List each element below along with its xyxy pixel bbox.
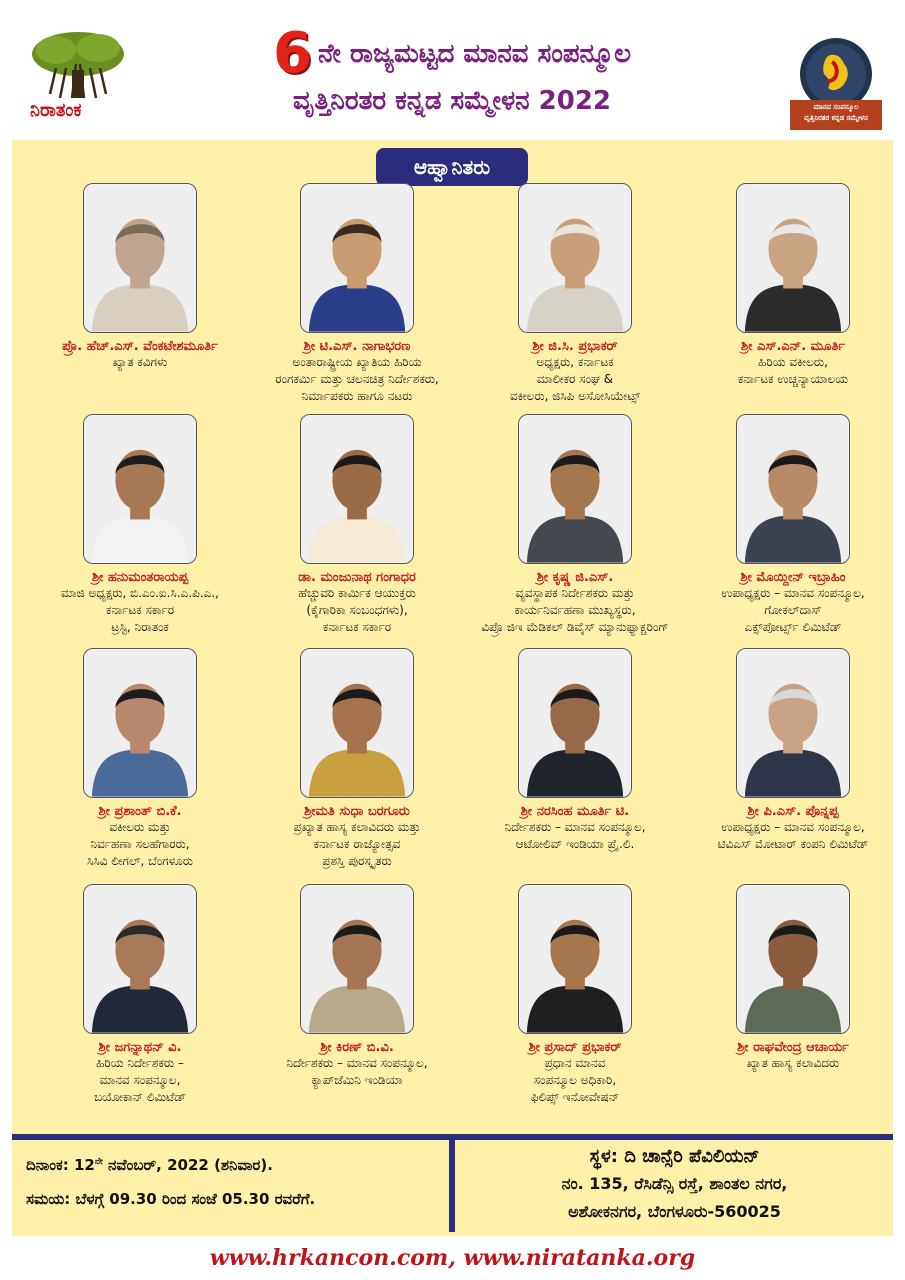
guest-designation: ಕರ್ನಾಟಕ ಉಚ್ಚನ್ಯಾಯಾಲಯ	[737, 372, 849, 386]
guest-designation: ಕರ್ನಾಟಕ ಸರ್ಕಾರ	[322, 620, 392, 634]
guest-name: ಪ್ರೊ. ಹೆಚ್.ಎಸ್. ವೆಂಕಟೇಶಮೂರ್ತಿ	[62, 339, 218, 354]
guest-designation: ವಿಪ್ರೊ ಜಿಇ ಮೆಡಿಕಲ್ ಡಿವೈಸ್ ಮ್ಯಾನುಫ್ಯಾಕ್ಚರಿಂಗ್	[481, 620, 669, 634]
guest-name: ಶ್ರೀ ಪ್ರಶಾಂತ್ ಬಿ.ಕೆ.	[98, 804, 182, 819]
guest-photo	[736, 884, 850, 1034]
person-portrait-icon	[519, 184, 631, 332]
guest-designation: ಕರ್ನಾಟಕ ರಾಜ್ಯೋತ್ಸವ	[313, 837, 401, 851]
guest-designation: ಅಧ್ಯಕ್ಷರು, ಕರ್ನಾಟಕ	[536, 355, 614, 369]
guest-card	[30, 648, 250, 870]
guest-photo	[518, 884, 632, 1034]
guest-card	[247, 183, 467, 405]
guest-card	[247, 414, 467, 636]
guest-name: ಶ್ರೀ ಟಿ.ಎಸ್. ನಾಗಾಭರಣ	[303, 339, 411, 354]
guest-designation: ಪ್ರಖ್ಯಾತ ಹಾಸ್ಯ ಕಲಾವಿದರು ಮತ್ತು	[293, 820, 421, 834]
guest-photo	[300, 648, 414, 798]
guest-card	[247, 648, 467, 870]
person-portrait-icon	[519, 885, 631, 1033]
guest-photo	[518, 414, 632, 564]
guest-name: ಡಾ. ಮಂಜುನಾಥ ಗಂಗಾಧರ	[298, 570, 416, 585]
guest-card	[683, 414, 903, 636]
date-label: ದಿನಾಂಕ: 12	[26, 1156, 95, 1174]
person-portrait-icon	[84, 184, 196, 332]
person-portrait-icon	[84, 649, 196, 797]
guest-photo	[83, 884, 197, 1034]
venue-address-line-2: ಅಶೋಕನಗರ, ಬೆಂಗಳೂರು-560025	[568, 1202, 781, 1221]
guest-card	[683, 648, 903, 853]
date-rest: ನವೆಂಬರ್, 2022 (ಶನಿವಾರ).	[102, 1156, 273, 1174]
guest-designation: ಮಾಲೀಕರ ಸಂಘ &	[536, 372, 614, 386]
event-time: ಸಮಯ: ಬೆಳಗ್ಗೆ 09.30 ರಿಂದ ಸಂಜೆ 05.30 ರವರೆಗೆ.	[26, 1190, 316, 1208]
guest-photo	[83, 183, 197, 333]
person-portrait-icon	[519, 649, 631, 797]
guest-name: ಶ್ರೀ ಪ್ರಸಾದ್ ಪ್ರಭಾಕರ್	[528, 1040, 622, 1055]
guest-photo	[300, 183, 414, 333]
guest-photo	[518, 648, 632, 798]
guest-designation: ವಕೀಲರು, ಜಿಸಿಪಿ ಅಸೋಸಿಯೇಟ್ಸ್	[509, 389, 641, 403]
guest-designation: ರಂಗಕರ್ಮಿ ಮತ್ತು ಚಲನಚಿತ್ರ ನಿರ್ದೇಶಕರು,	[275, 372, 439, 386]
guest-designation: (ಕೈಗಾರಿಕಾ ಸಂಬಂಧಗಳು),	[306, 603, 408, 617]
guest-name: ಶ್ರೀ ಜಗನ್ನಾಥನ್ ವಿ.	[98, 1040, 182, 1055]
poster-frame	[12, 12, 893, 1236]
guest-name: ಶ್ರೀ ಕೃಷ್ಣ ಜಿ.ಎಸ್.	[536, 570, 614, 585]
guest-designation: ವಕೀಲರು ಮತ್ತು	[109, 820, 171, 834]
guest-designation: ಸಂಪನ್ಮೂಲ ಅಧಿಕಾರಿ,	[533, 1073, 617, 1087]
guest-designation: ಮಾನವ ಸಂಪನ್ಮೂಲ,	[99, 1073, 181, 1087]
person-portrait-icon	[301, 415, 413, 563]
guest-designation: ಅಂತಾರಾಷ್ಟ್ರೀಯ ಖ್ಯಾತಿಯ ಹಿರಿಯ	[292, 355, 422, 369]
person-portrait-icon	[737, 885, 849, 1033]
niratanka-logo-text: ನಿರಾತಂಕ	[30, 100, 82, 121]
date-suffix: ನೇ	[94, 1157, 103, 1167]
niratanka-logo	[26, 28, 130, 128]
guest-designation: ಆಟೋಲಿವ್ ಇಂಡಿಯಾ ಪ್ರೈ.ಲಿ.	[515, 837, 635, 851]
guest-card	[465, 648, 685, 853]
guest-designation: ಟಿವಿಎಸ್ ಮೋಟಾರ್ ಕಂಪನಿ ಲಿಮಿಟೆಡ್	[717, 837, 869, 851]
guest-name: ಶ್ರೀ ಜಿ.ಸಿ. ಪ್ರಭಾಕರ್	[532, 339, 618, 354]
person-portrait-icon	[301, 885, 413, 1033]
guest-designation: ಮಾಜಿ ಅಧ್ಯಕ್ಷರು, ಬಿ.ಎಂ.ಐ.ಸಿ.ಎ.ಪಿ.ಎ.,	[61, 586, 219, 600]
guest-card	[30, 414, 250, 636]
guest-designation: ಗೋಕಲ್‌ದಾಸ್	[764, 603, 822, 617]
footer	[0, 1236, 905, 1280]
guest-card	[30, 183, 250, 371]
section-label-invitees: ಆಹ್ವಾನಿತರು	[376, 148, 528, 186]
guest-designation: ಟ್ರಸ್ಟಿ, ನಿರಾತಂಕ	[111, 620, 169, 634]
guest-card	[465, 414, 685, 636]
edition-number: 6	[273, 21, 312, 86]
guest-designation: ಕಾರ್ಯನಿರ್ವಹಣಾ ಮುಖ್ಯಸ್ಥರು,	[514, 603, 636, 617]
guest-photo	[736, 648, 850, 798]
guest-card	[247, 884, 467, 1089]
guest-photo	[300, 414, 414, 564]
conference-title	[142, 21, 762, 117]
date-time-panel	[12, 1140, 448, 1232]
person-portrait-icon	[84, 885, 196, 1033]
guest-photo	[83, 648, 197, 798]
guest-designation: ಹಿರಿಯ ನಿರ್ದೇಶಕರು –	[96, 1056, 184, 1070]
guest-photo	[83, 414, 197, 564]
guest-designation: ಹೆಚ್ಚುವರಿ ಕಾರ್ಮಿಕ ಆಯುಕ್ತರು	[298, 586, 416, 600]
guest-designation: ಉಪಾಧ್ಯಕ್ಷರು – ಮಾನವ ಸಂಪನ್ಮೂಲ,	[721, 820, 865, 834]
header	[12, 12, 893, 140]
guest-designation: ವ್ಯವಸ್ಥಾಪಕ ನಿರ್ದೇಶಕರು ಮತ್ತು	[515, 586, 635, 600]
guest-card	[30, 884, 250, 1106]
guest-name: ಶ್ರೀಮತಿ ಸುಧಾ ಬರಗೂರು	[304, 804, 410, 819]
title-line-2: ವೃತ್ತಿನಿರತರ ಕನ್ನಡ ಸಮ್ಮೇಳನ 2022	[292, 86, 612, 116]
guest-designation: ಫಿಲಿಪ್ಸ್ ಇನೋವೇಷನ್	[530, 1090, 620, 1104]
guest-photo	[736, 414, 850, 564]
guest-photo	[736, 183, 850, 333]
guest-designation: ಕ್ಯಾಪ್‌ಜೆಮಿನಿ ಇಂಡಿಯಾ	[311, 1073, 403, 1087]
guest-name: ಶ್ರೀ ಹನುಮಂತರಾಯಪ್ಪ	[91, 570, 189, 585]
guest-name: ಶ್ರೀ ಮೊಯ್ದೀನ್ ಇಬ್ರಾಹಿಂ	[740, 570, 846, 585]
guest-designation: ಸಿಸಿವಿ ಲೀಗಲ್, ಬೆಂಗಳೂರು	[86, 854, 193, 868]
guest-name: ಶ್ರೀ ರಾಘವೇಂದ್ರ ಆಚಾರ್ಯ	[737, 1040, 849, 1055]
guest-name: ಶ್ರೀ ಪಿ.ಎಸ್. ಪೊನ್ನಪ್ಪ	[747, 804, 839, 819]
hrkancon-logo-text-1: ಮಾನವ ಸಂಪನ್ಮೂಲ	[813, 103, 859, 111]
guest-photo	[300, 884, 414, 1034]
guest-card	[683, 183, 903, 388]
venue-address-line-1: ನಂ. 135, ರೆಸಿಡೆನ್ಸಿ ರಸ್ತೆ, ಶಾಂತಲ ನಗರ,	[561, 1174, 788, 1193]
guest-designation: ಹಿರಿಯ ವಕೀಲರು,	[758, 355, 828, 369]
event-date	[26, 1156, 273, 1174]
person-portrait-icon	[737, 184, 849, 332]
guest-designation: ಉಪಾಧ್ಯಕ್ಷರು – ಮಾನವ ಸಂಪನ್ಮೂಲ,	[721, 586, 865, 600]
guest-designation: ಕರ್ನಾಟಕ ಸರ್ಕಾರ	[105, 603, 175, 617]
person-portrait-icon	[737, 649, 849, 797]
guest-designation: ಖ್ಯಾತ ಹಾಸ್ಯ ಕಲಾವಿದರು	[746, 1056, 840, 1070]
guest-card	[683, 884, 903, 1072]
person-portrait-icon	[301, 649, 413, 797]
website-links[interactable]: www.hrkancon.com, www.niratanka.org	[209, 1245, 696, 1271]
guest-designation: ನಿರ್ದೇಶಕರು – ಮಾನವ ಸಂಪನ್ಮೂಲ,	[286, 1056, 428, 1070]
guest-designation: ಖ್ಯಾತ ಕವಿಗಳು	[112, 355, 168, 369]
person-portrait-icon	[737, 415, 849, 563]
guest-photo	[518, 183, 632, 333]
guest-designation: ಪ್ರಧಾನ ಮಾನವ	[544, 1056, 606, 1070]
venue-title: ಸ್ಥಳ: ದಿ ಚಾನ್ಸೆರಿ ಪೆವಿಲಿಯನ್	[589, 1146, 760, 1167]
person-portrait-icon	[301, 184, 413, 332]
guest-designation: ಎಕ್ಸ್‌ಪೋರ್ಟ್ಸ್ ಲಿಮಿಟೆಡ್	[744, 620, 842, 634]
divider-vertical	[449, 1140, 455, 1232]
guest-card	[465, 183, 685, 405]
guest-card	[465, 884, 685, 1106]
guest-designation: ಬಯೋಕಾನ್ ಲಿಮಿಟೆಡ್	[94, 1090, 186, 1104]
guest-name: ಶ್ರೀ ಕಿರಣ್ ಬಿ.ವಿ.	[320, 1040, 394, 1055]
person-portrait-icon	[519, 415, 631, 563]
guest-name: ಶ್ರೀ ಎಸ್.ಎನ್. ಮೂರ್ತಿ	[741, 339, 845, 354]
guest-designation: ನಿರ್ದೇಶಕರು – ಮಾನವ ಸಂಪನ್ಮೂಲ,	[504, 820, 646, 834]
guest-designation: ನಿರ್ವಹಣಾ ಸಲಹೆಗಾರರು,	[90, 837, 190, 851]
hrkancon-logo	[784, 34, 888, 134]
title-line-1: ನೇ ರಾಜ್ಯಮಟ್ಟದ ಮಾನವ ಸಂಪನ್ಮೂಲ	[317, 38, 631, 69]
hrkancon-logo-text-2: ವೃತ್ತಿನಿರತರ ಕನ್ನಡ ಸಮ್ಮೇಳನ	[804, 114, 868, 122]
guest-designation: ಪ್ರಶಸ್ತಿ ಪುರಸ್ಕೃತರು	[322, 854, 392, 868]
guest-name: ಶ್ರೀ ನರಸಿಂಹ ಮೂರ್ತಿ ಟಿ.	[520, 804, 630, 819]
guest-designation: ನಿರ್ಮಾಪಕರು ಹಾಗೂ ನಟರು	[301, 389, 413, 403]
person-portrait-icon	[84, 415, 196, 563]
